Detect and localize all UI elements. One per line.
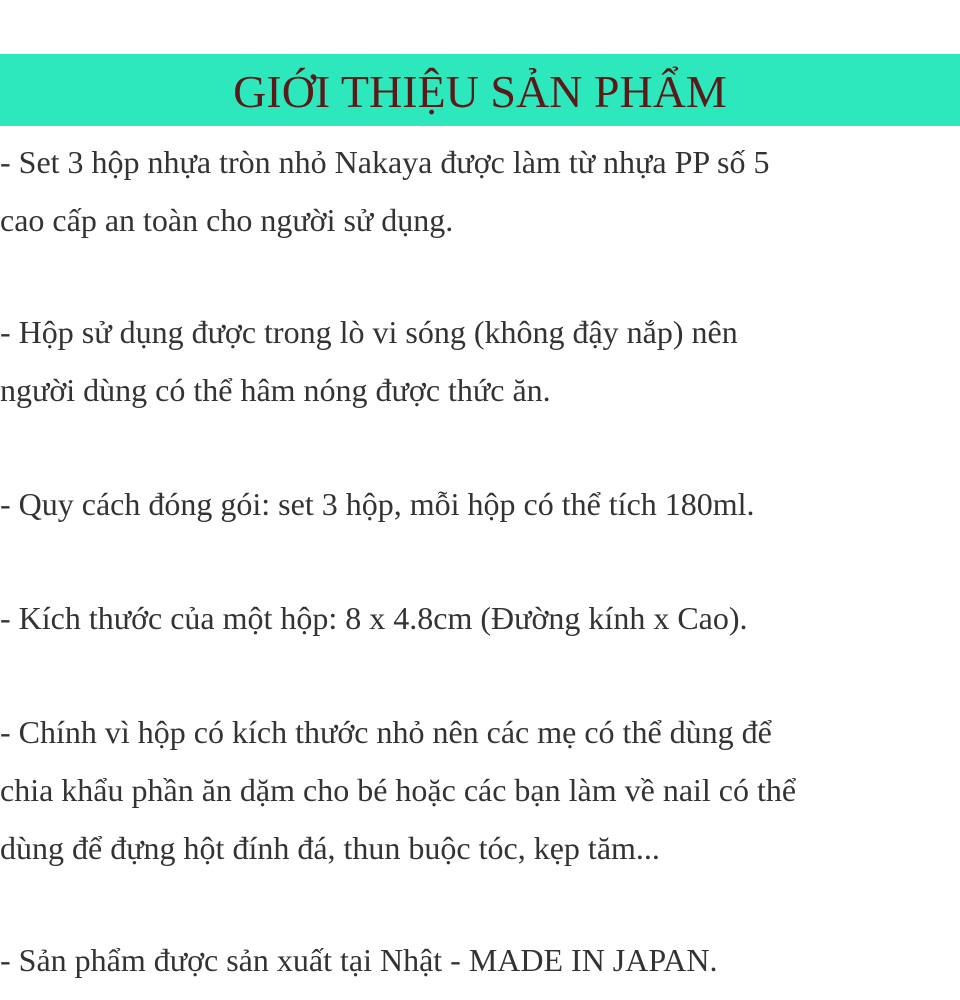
- section-title: GIỚI THIỆU SẢN PHẨM: [233, 66, 727, 117]
- paragraph-5-line-2: chia khẩu phần ăn dặm cho bé hoặc các bạn làm về nail có thể: [0, 772, 797, 808]
- paragraph-5-line-3: dùng để đựng hột đính đá, thun buộc tóc, kẹp tăm...: [0, 830, 660, 866]
- paragraph-2-line-2: người dùng có thể hâm nóng được thức ăn.: [0, 372, 551, 408]
- paragraph-1-line-2: cao cấp an toàn cho người sử dụng.: [0, 202, 454, 238]
- paragraph-5-line-1: - Chính vì hộp có kích thước nhỏ nên các mẹ có thể dùng để: [0, 714, 772, 750]
- section-header-banner: [0, 54, 960, 126]
- paragraph-4-line-1: - Kích thước của một hộp: 8 x 4.8cm (Đường kính x Cao).: [0, 600, 748, 636]
- paragraph-6-line-1: - Sản phẩm được sản xuất tại Nhật - MADE IN JAPAN.: [0, 942, 718, 978]
- paragraph-2-line-1: - Hộp sử dụng được trong lò vi sóng (không đậy nắp) nên: [0, 314, 738, 350]
- paragraph-3-line-1: - Quy cách đóng gói: set 3 hộp, mỗi hộp có thể tích 180ml.: [0, 486, 755, 522]
- paragraph-1-line-1: - Set 3 hộp nhựa tròn nhỏ Nakaya được làm từ nhựa PP số 5: [0, 144, 770, 180]
